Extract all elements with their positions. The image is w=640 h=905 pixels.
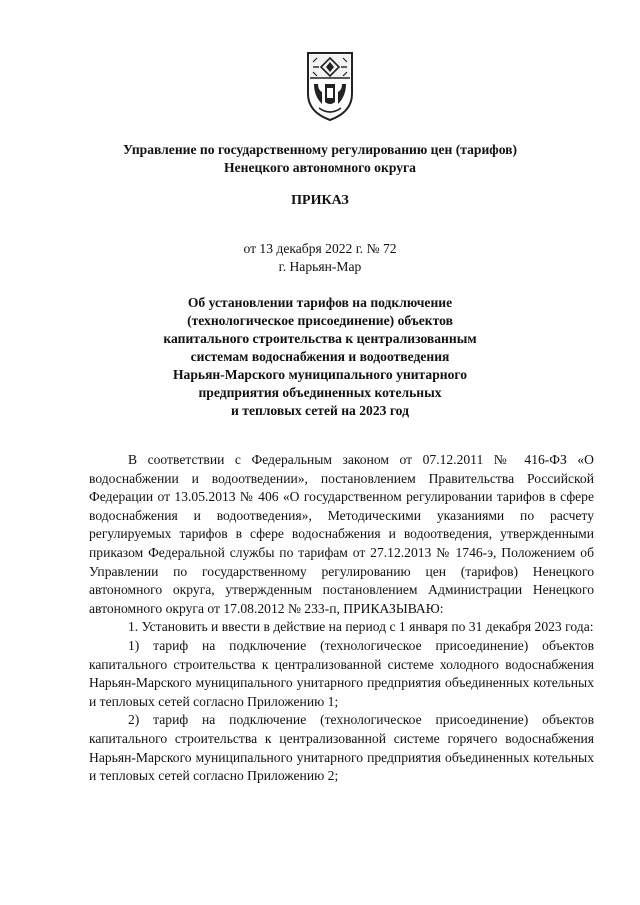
order-subitem-2: 2) тариф на подключение (технологическое присоединение) объектов капитального строительства к централизованной системе горячего водоснабжения Нарьян-Марского муниципального унитарного предприятия объединенных котельных и тепловых сетей согласно Приложению 2; [89,712,594,784]
title-line: Об установлении тарифов на подключение [187,295,453,310]
city-line: г. Нарьян-Мар [278,259,362,274]
title-line: Нарьян-Марского муниципального унитарного [172,367,468,382]
title-line: капитального строительства к централизованным [163,331,477,346]
document-body [89,451,594,786]
document-title [0,294,640,420]
coat-of-arms-icon [305,50,355,122]
org-line-2: Ненецкого автономного округа [224,160,416,175]
order-subitem-1: 1) тариф на подключение (технологическое присоединение) объектов капитального строительства к централизованной системе холодного водоснабжения Нарьян-Марского муниципального унитарного предприятия объединенных котельных и тепловых сетей согласно Приложению 1; [89,637,594,709]
preamble-paragraph: В соответствии с Федеральным законом от 07.12.2011 № 416-ФЗ «О водоснабжении и водоотведении», постановлением Правительства Российской Федерации от 13.05.2013 № 406 «О государственном регулировании тарифов в сфере водоснабжения и водоотведения», Методическими указаниями по расчету регулируемых тарифов в сфере водоснабжения и водоотведения, утвержденными приказом Федеральной службы по тарифам от 27.12.2013 № 1746-э, Положением об Управлении по государственному регулированию цен (тарифов) Ненецкого автономного округа, утвержденным постановлением Администрации Ненецкого автономного округа от 17.08.2012 № 233-п, ПРИКАЗЫВАЮ: [89,452,594,616]
title-line: предприятия объединенных котельных [198,385,442,400]
document-meta [0,240,640,276]
title-line: системам водоснабжения и водоотведения [190,349,450,364]
title-line: (технологическое присоединение) объектов [187,313,453,328]
issuing-authority [0,141,640,177]
order-item-1: 1. Установить и ввести в действие на период с 1 января по 31 декабря 2023 года: [128,619,594,635]
date-number-line: от 13 декабря 2022 г. № 72 [243,241,397,256]
title-line: и тепловых сетей на 2023 год [231,403,409,418]
document-type: ПРИКАЗ [291,193,349,208]
org-line-1: Управление по государственному регулированию цен (тарифов) [122,142,518,157]
